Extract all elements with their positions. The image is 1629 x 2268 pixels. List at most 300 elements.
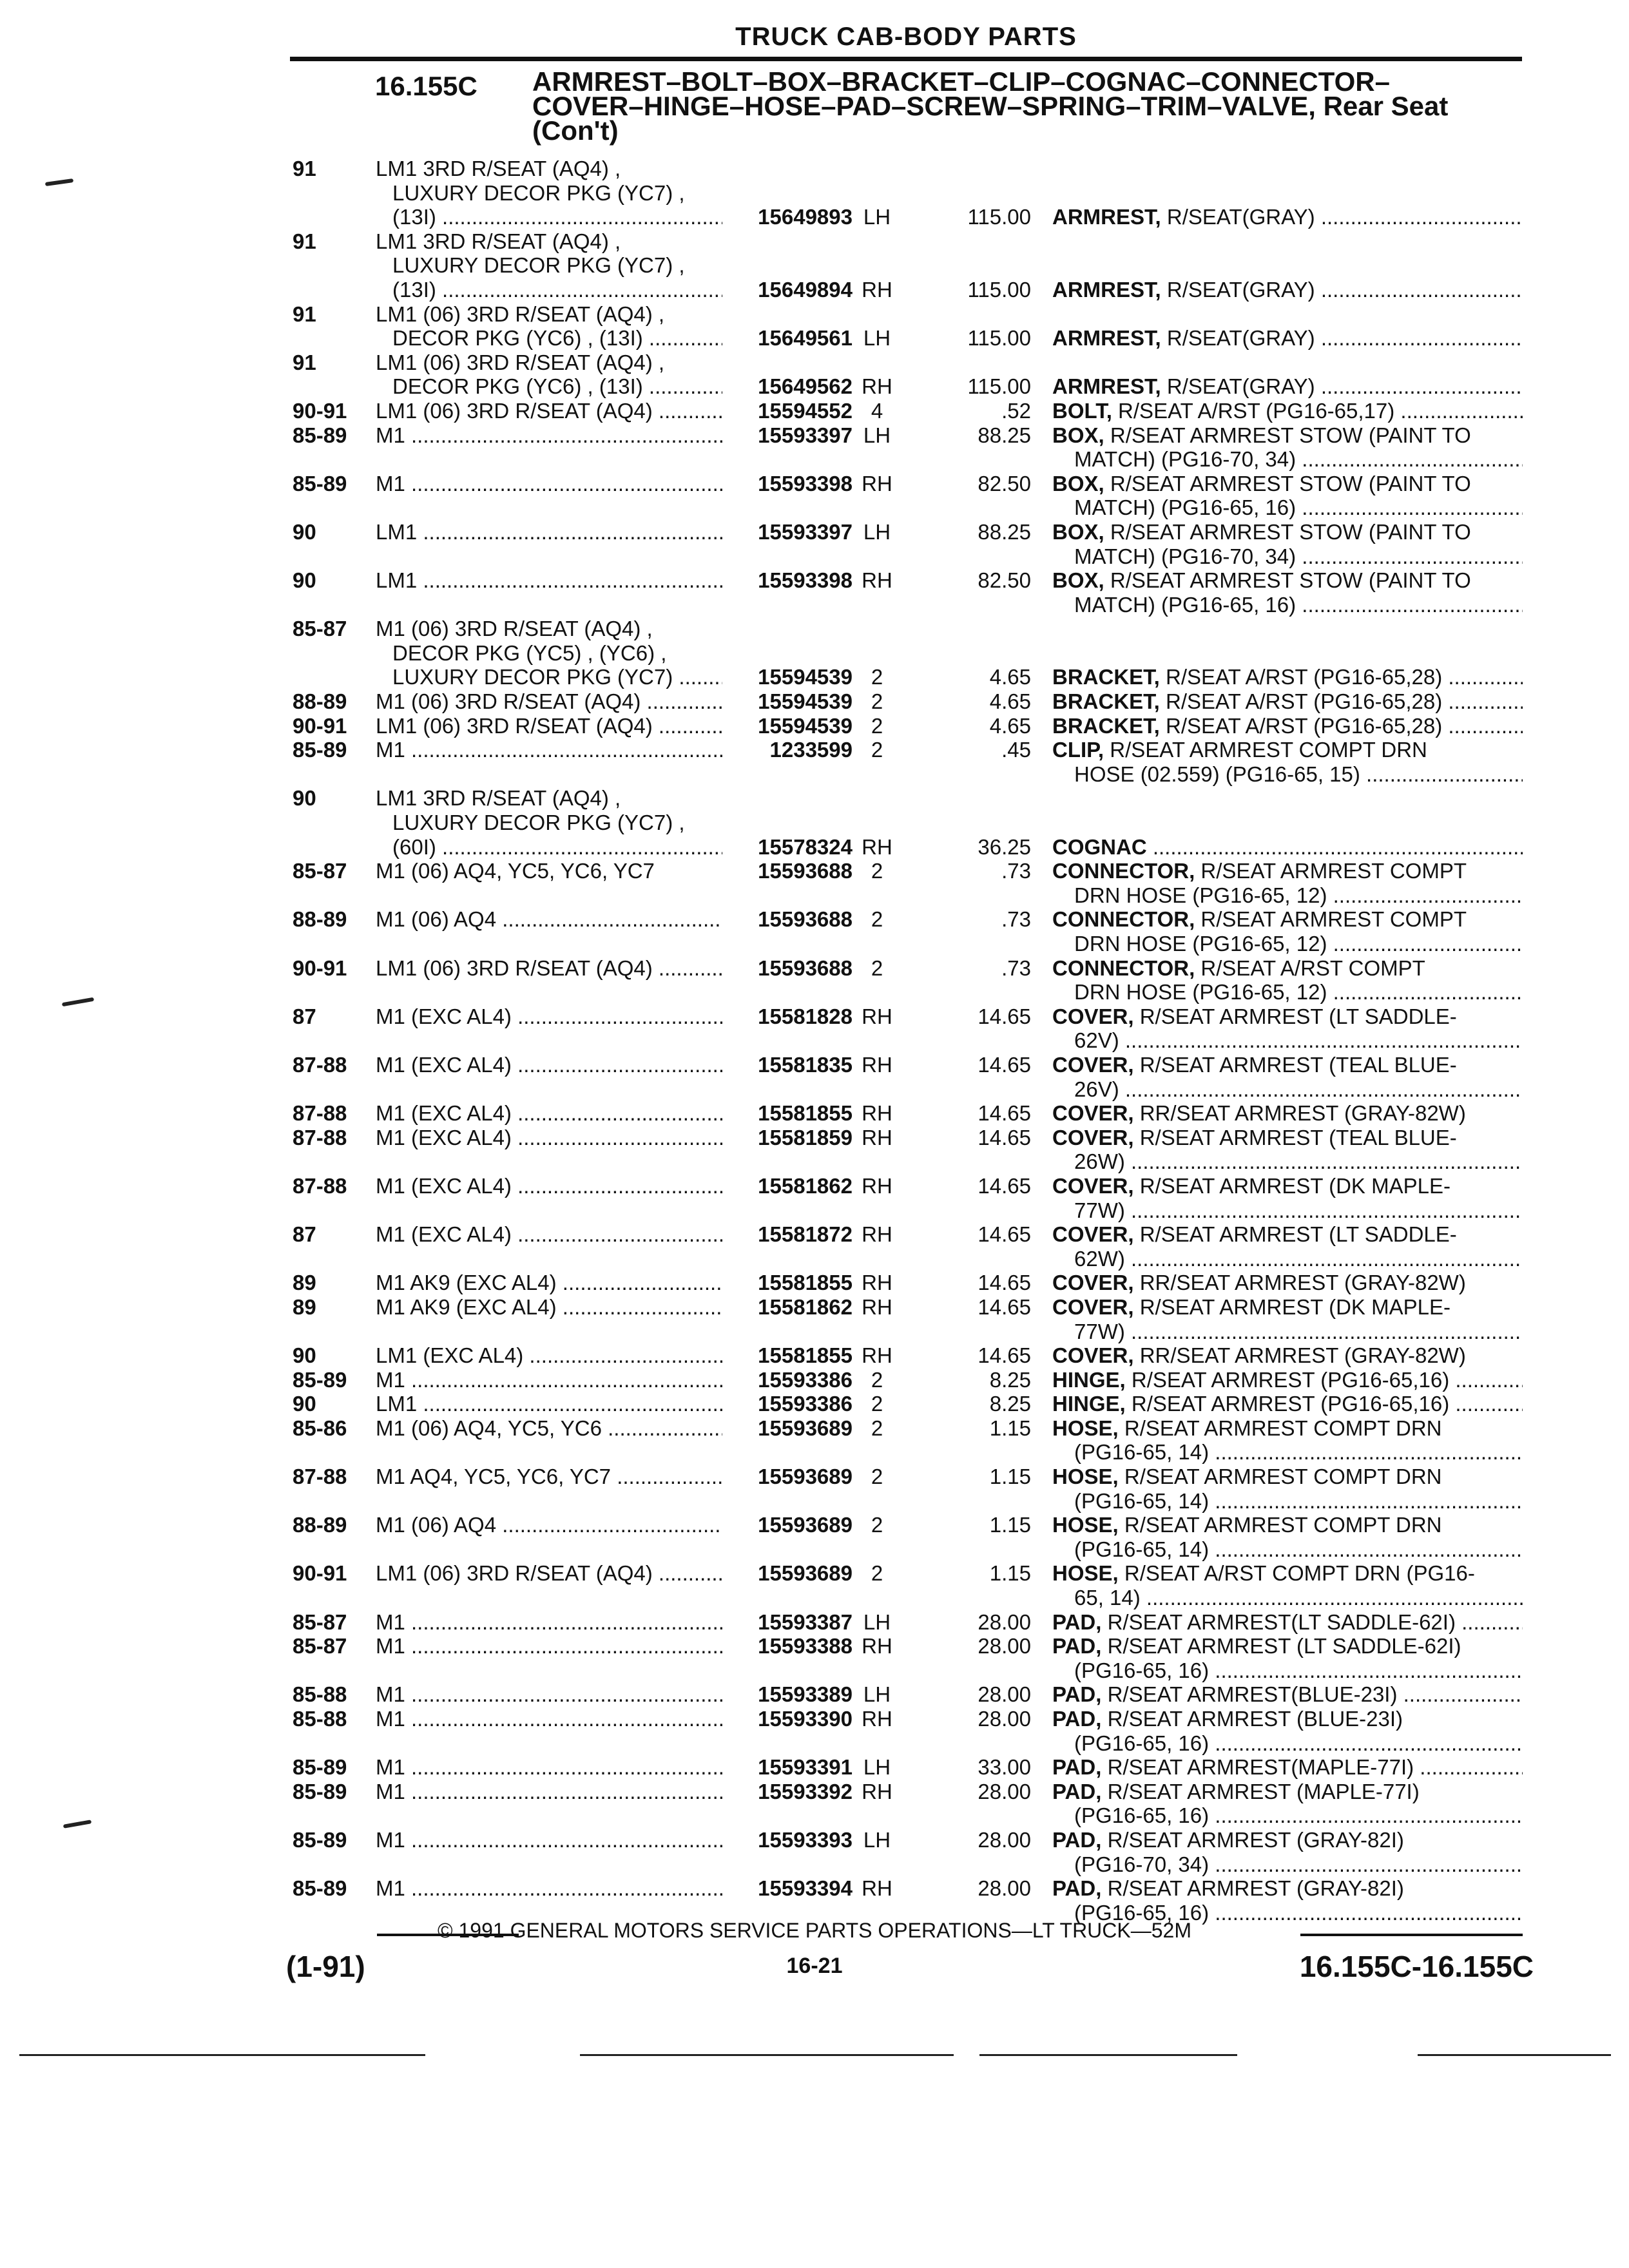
part-number: 15593393 [758,1827,853,1852]
part-number: 15593386 [758,1392,853,1416]
model-year: 90 [293,1343,316,1368]
item-name: COVER, [1052,1222,1134,1247]
part-number: 15593394 [758,1876,853,1901]
table-row [0,811,1629,835]
table-row [0,302,1629,327]
section-title-line: COVER–HINGE–HOSE–PAD–SCREW–SPRING–TRIM–VALVE, Rear Seat [532,91,1449,121]
model-year: 91 [293,350,316,374]
table-row [0,472,1629,496]
description [1052,1682,1523,1707]
price: 1.15 [989,1561,1031,1586]
application: LUXURY DECOR PKG (YC7) , [392,253,685,278]
model-year: 87 [293,1004,316,1028]
model-year: 85-89 [293,471,347,495]
description [1052,1053,1523,1077]
table-row [0,689,1629,714]
description [1074,495,1523,520]
model-year: 85-89 [293,738,347,762]
item-name: HOSE, [1052,1465,1119,1489]
price: 88.25 [978,423,1031,447]
table-row [0,447,1629,472]
quantity: 2 [871,1561,883,1586]
table-row [0,1320,1629,1344]
part-number: 15581828 [758,1004,853,1028]
table-row [0,593,1629,617]
item-name: ARMREST, [1052,326,1161,351]
quantity: RH [862,1222,892,1247]
description [1074,1537,1523,1562]
description [1074,1803,1523,1828]
description [1052,1634,1523,1658]
application: M1 ..... [376,1876,722,1901]
table-row [0,714,1629,738]
application: LM1 3RD R/SEAT (AQ4) , [376,786,621,811]
application: LUXURY DECOR PKG (YC7) , [392,811,685,835]
quantity: LH [863,519,891,544]
quantity: RH [862,1707,892,1731]
quantity: RH [862,1052,892,1077]
application: LM1 (06) 3RD R/SEAT (AQ4) ..... [376,714,722,738]
description [1052,1780,1523,1804]
quantity: 2 [871,689,883,714]
item-name: COVER, [1052,1343,1134,1368]
price: .73 [1001,907,1031,932]
item-detail: R/SEAT ARMREST (BLUE-23I) [1101,1707,1403,1731]
part-number: 15581859 [758,1125,853,1149]
part-number: 15593688 [758,956,853,980]
price: 8.25 [989,1367,1031,1392]
item-detail: R/SEAT(GRAY) [1161,374,1315,399]
item-detail: RR/SEAT ARMREST (GRAY-82W) [1133,1343,1466,1368]
price: 33.00 [978,1755,1031,1780]
item-name: PAD, [1052,1755,1102,1780]
application: LUXURY DECOR PKG (YC7) ..... [392,665,722,689]
application: M1 ..... [376,1682,722,1707]
application: LM1 (EXC AL4) ..... [376,1343,722,1368]
quantity: 2 [871,738,883,762]
item-name: CONNECTOR, [1052,859,1195,883]
item-name: PAD, [1052,1682,1102,1707]
item-detail: R/SEAT ARMREST(MAPLE-77I) [1101,1755,1414,1780]
quantity: 2 [871,859,883,883]
description [1052,1610,1523,1635]
model-year: 85-89 [293,1779,347,1803]
table-row [0,1852,1629,1877]
price: 14.65 [978,1343,1031,1368]
item-detail: R/SEAT(GRAY) [1161,326,1315,351]
price: 14.65 [978,1125,1031,1149]
model-year: 87 [293,1222,316,1247]
model-year: 85-86 [293,1416,347,1440]
part-number: 15593688 [758,859,853,883]
part-number: 15593388 [758,1634,853,1658]
quantity: 2 [871,713,883,738]
application: LM1 (06) 3RD R/SEAT (AQ4) , [376,350,665,374]
table-row [0,641,1629,666]
part-number: 15593689 [758,1465,853,1489]
application: M1 ..... [376,423,722,448]
item-detail: R/SEAT ARMREST COMPT DRN [1118,1465,1442,1489]
model-year: 85-87 [293,859,347,883]
item-detail: DRN HOSE (PG16-65, 12) [1074,980,1327,1004]
table-row [0,253,1629,278]
part-number: 1233599 [769,738,853,762]
footer-section-range: 16.155C-16.155C [1299,1950,1534,1983]
part-number: 15593398 [758,471,853,495]
quantity: 2 [871,956,883,980]
table-row [0,1028,1629,1053]
model-year: 85-89 [293,1367,347,1392]
section-title [532,66,1512,146]
section-title-line: (Con't) [532,115,619,146]
model-year: 88-89 [293,1513,347,1537]
description [1052,1343,1523,1368]
price: 8.25 [989,1392,1031,1416]
part-number: 15581835 [758,1052,853,1077]
quantity: 2 [871,665,883,689]
table-row [0,544,1629,569]
item-detail: RR/SEAT ARMREST (GRAY-82W) [1133,1101,1466,1126]
item-name: ARMREST, [1052,277,1161,302]
table-row [0,157,1629,181]
page-header-title: TRUCK CAB-BODY PARTS [735,23,1077,51]
application: M1 ..... [376,1755,722,1780]
item-name: CONNECTOR, [1052,956,1195,980]
item-name: PAD, [1052,1610,1102,1634]
application: LM1 (06) 3RD R/SEAT (AQ4) , [376,302,665,326]
table-row [0,883,1629,908]
table-row [0,1755,1629,1780]
application: M1 ..... [376,1780,722,1804]
description [1052,738,1523,762]
table-row [0,617,1629,641]
item-detail: R/SEAT ARMREST (LT SADDLE- [1133,1004,1457,1028]
item-detail: R/SEAT ARMREST(LT SADDLE-62I) [1101,1610,1456,1634]
part-number: 15593390 [758,1707,853,1731]
price: 14.65 [978,1173,1031,1198]
application: M1 (EXC AL4) ..... [376,1004,722,1029]
table-row [0,1126,1629,1150]
item-detail: 26W) [1074,1149,1125,1174]
part-number: 15594539 [758,713,853,738]
item-detail: R/SEAT ARMREST (TEAL BLUE- [1133,1125,1457,1149]
table-row [0,932,1629,956]
description [1052,859,1523,883]
application: LM1 (06) 3RD R/SEAT (AQ4) ..... [376,956,722,981]
model-year: 85-87 [293,1610,347,1634]
part-number: 15593387 [758,1610,853,1634]
quantity: RH [862,1173,892,1198]
part-number: 15581855 [758,1101,853,1126]
model-year: 85-88 [293,1707,347,1731]
description [1052,1755,1523,1780]
application: M1 (06) AQ4 ..... [376,1513,722,1537]
application: M1 AK9 (EXC AL4) ..... [376,1271,722,1295]
table-row [0,1343,1629,1368]
part-number: 15593689 [758,1513,853,1537]
footer-copyright: © 1991 GENERAL MOTORS SERVICE PARTS OPERATIONS—LT TRUCK—52M [438,1919,1191,1942]
model-year: 91 [293,157,316,180]
model-year: 89 [293,1271,316,1295]
table-row [0,1101,1629,1126]
item-name: PAD, [1052,1779,1102,1803]
part-number: 15593689 [758,1561,853,1586]
item-name: BOLT, [1052,398,1112,423]
item-detail: R/SEAT A/RST (PG16-65,17) [1112,398,1395,423]
quantity: 2 [871,907,883,932]
table-row [0,1440,1629,1465]
description [1074,447,1523,472]
description [1052,1828,1523,1852]
model-year: 90-91 [293,398,347,423]
item-detail: 77W) [1074,1319,1125,1343]
table-row [0,1561,1629,1586]
application: M1 ..... [376,1828,722,1852]
item-name: HINGE, [1052,1392,1126,1416]
description [1074,1731,1523,1756]
item-detail: (PG16-65, 14) [1074,1440,1210,1465]
quantity: RH [862,1101,892,1126]
description [1052,1707,1523,1731]
description [1052,1368,1523,1392]
application: LM1 3RD R/SEAT (AQ4) , [376,229,621,253]
application: M1 (06) AQ4, YC5, YC6, YC7 [376,859,655,883]
model-year: 85-87 [293,617,347,641]
quantity: RH [862,1876,892,1901]
item-detail: (PG16-65, 16) [1074,1900,1210,1925]
price: 115.00 [967,326,1031,351]
model-year: 90-91 [293,1561,347,1586]
application: DECOR PKG (YC6) , (13I) ..... [392,374,722,399]
item-detail: R/SEAT ARMREST COMPT DRN [1118,1513,1442,1537]
table-row [0,495,1629,520]
item-detail: MATCH) (PG16-65, 16) [1074,592,1296,617]
parts-table [0,157,1629,1925]
item-detail: R/SEAT ARMREST (PG16-65,16) [1125,1367,1450,1392]
application: M1 (EXC AL4) ..... [376,1101,722,1126]
table-row [0,1416,1629,1441]
table-row [0,1149,1629,1174]
description [1052,1101,1523,1126]
item-name: COGNAC [1052,834,1147,859]
description [1074,932,1523,956]
item-detail: MATCH) (PG16-65, 16) [1074,495,1296,520]
description [1052,1561,1523,1586]
table-row [0,1682,1629,1707]
application: LM1 ..... [376,568,722,593]
application: M1 AK9 (EXC AL4) ..... [376,1295,722,1320]
table-row [0,1658,1629,1683]
item-detail: (PG16-70, 34) [1074,1852,1210,1876]
application: (60I) ..... [392,835,722,860]
table-row [0,1174,1629,1198]
model-year: 87-88 [293,1465,347,1489]
item-detail: R/SEAT ARMREST COMPT [1195,907,1467,932]
description [1074,1852,1523,1877]
table-row [0,181,1629,206]
description [1074,883,1523,908]
description [1052,1876,1523,1901]
model-year: 90 [293,1392,316,1416]
part-number: 15593397 [758,423,853,447]
part-number: 15593397 [758,519,853,544]
table-row [0,1222,1629,1247]
item-name: BRACKET, [1052,689,1160,714]
item-name: PAD, [1052,1634,1102,1658]
item-detail: (PG16-65, 16) [1074,1731,1210,1755]
table-row [0,399,1629,423]
item-detail: R/SEAT ARMREST (DK MAPLE- [1133,1294,1451,1319]
model-year: 90-91 [293,713,347,738]
table-row [0,1828,1629,1852]
table-row [0,423,1629,448]
item-name: COVER, [1052,1125,1134,1149]
item-detail: R/SEAT ARMREST (GRAY-82I) [1101,1827,1404,1852]
item-detail: R/SEAT ARMREST (GRAY-82I) [1101,1876,1404,1901]
model-year: 85-89 [293,1876,347,1901]
item-detail: MATCH) (PG16-70, 34) [1074,447,1296,472]
part-number: 15593398 [758,568,853,593]
application: LUXURY DECOR PKG (YC7) , [392,180,685,205]
part-number: 15578324 [758,834,853,859]
table-row [0,1368,1629,1392]
item-detail: RR/SEAT ARMREST (GRAY-82W) [1133,1271,1466,1295]
description [1074,980,1523,1004]
price: 28.00 [978,1634,1031,1658]
item-detail: R/SEAT ARMREST (LT SADDLE-62I) [1101,1634,1461,1658]
quantity: RH [862,1271,892,1295]
item-name: ARMREST, [1052,205,1161,229]
table-row [0,1610,1629,1635]
item-name: BOX, [1052,568,1104,593]
part-number: 15581872 [758,1222,853,1247]
table-row [0,568,1629,593]
table-row [0,1876,1629,1901]
model-year: 87-88 [293,1125,347,1149]
price: 4.65 [989,689,1031,714]
quantity: LH [863,326,891,351]
description [1052,689,1523,714]
model-year: 85-87 [293,1634,347,1658]
part-number: 15593689 [758,1416,853,1440]
price: 4.65 [989,713,1031,738]
item-name: BOX, [1052,423,1104,447]
quantity: LH [863,1755,891,1780]
part-number: 15593688 [758,907,853,932]
section-title-line: ARMREST–BOLT–BOX–BRACKET–CLIP–COGNAC–CONNECTOR– [532,66,1390,97]
item-detail: 62W) [1074,1246,1125,1271]
description [1052,1222,1523,1247]
application: M1 (EXC AL4) ..... [376,1222,722,1247]
price: .73 [1001,859,1031,883]
item-detail: R/SEAT ARMREST COMPT [1195,859,1467,883]
model-year: 87-88 [293,1101,347,1126]
description [1074,1489,1523,1514]
description [1052,1126,1523,1150]
price: 28.00 [978,1876,1031,1901]
part-number: 15581862 [758,1294,853,1319]
description [1052,374,1523,399]
item-name: BOX, [1052,471,1104,495]
application: M1 ..... [376,1634,722,1658]
model-year: 90 [293,786,316,811]
item-name: COVER, [1052,1271,1134,1295]
item-detail: MATCH) (PG16-70, 34) [1074,544,1296,568]
application: M1 (06) 3RD R/SEAT (AQ4) ..... [376,689,722,714]
application: M1 AQ4, YC5, YC6, YC7 ..... [376,1465,722,1489]
table-row [0,229,1629,254]
model-year: 90-91 [293,956,347,980]
table-row [0,351,1629,375]
item-detail: R/SEAT A/RST (PG16-65,28) [1159,665,1443,689]
item-name: CLIP, [1052,738,1104,762]
price: 28.00 [978,1707,1031,1731]
part-number: 15581862 [758,1173,853,1198]
bottom-rule [19,2054,425,2056]
item-name: COVER, [1052,1173,1134,1198]
quantity: 2 [871,1367,883,1392]
price: 14.65 [978,1101,1031,1126]
table-row [0,205,1629,229]
table-row [0,1586,1629,1610]
price: 1.15 [989,1465,1031,1489]
item-detail: R/SEAT ARMREST STOW (PAINT TO [1104,519,1471,544]
item-name: BRACKET, [1052,665,1160,689]
item-detail: 26V) [1074,1077,1119,1101]
table-row [0,1513,1629,1537]
price: .52 [1001,398,1031,423]
table-row [0,980,1629,1004]
price: 14.65 [978,1294,1031,1319]
item-detail: R/SEAT ARMREST (DK MAPLE- [1133,1173,1451,1198]
part-number: 15649893 [758,205,853,229]
model-year: 85-89 [293,423,347,447]
description [1074,1077,1523,1102]
quantity: 2 [871,1465,883,1489]
description [1074,1320,1523,1344]
description [1074,1149,1523,1174]
price: 1.15 [989,1416,1031,1440]
model-year: 88-89 [293,907,347,932]
price: 28.00 [978,1682,1031,1707]
quantity: LH [863,1682,891,1707]
description [1074,544,1523,569]
description [1074,1586,1523,1610]
item-detail: (PG16-65, 16) [1074,1803,1210,1828]
description [1074,593,1523,617]
table-row [0,1465,1629,1489]
section-number: 16.155C [375,71,477,101]
quantity: LH [863,205,891,229]
quantity: RH [862,374,892,399]
item-detail: (PG16-65, 14) [1074,1488,1210,1513]
price: 14.65 [978,1222,1031,1247]
price: 14.65 [978,1052,1031,1077]
table-row [0,1053,1629,1077]
quantity: 2 [871,1513,883,1537]
price: 4.65 [989,665,1031,689]
application: M1 ..... [376,472,722,496]
table-row [0,1392,1629,1416]
price: 82.50 [978,568,1031,593]
application: M1 (EXC AL4) ..... [376,1126,722,1150]
price: 28.00 [978,1610,1031,1634]
part-number: 15594552 [758,398,853,423]
page-header [290,17,1522,61]
application: M1 (EXC AL4) ..... [376,1053,722,1077]
table-row [0,1780,1629,1804]
model-year: 85-89 [293,1827,347,1852]
